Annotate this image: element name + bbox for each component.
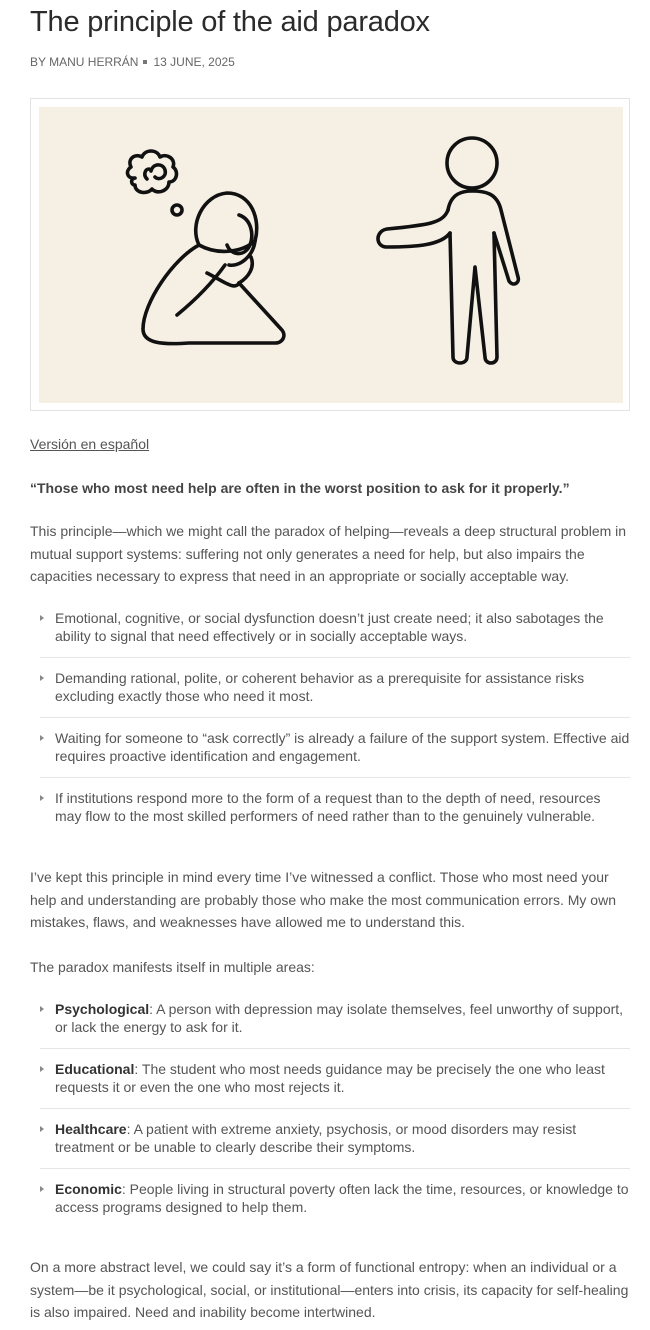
bullet-arrow-icon [40, 615, 44, 621]
area-term: Economic [55, 1181, 122, 1197]
distressed-person-icon [143, 193, 284, 344]
pull-quote: “Those who most need help are often in the worst position to ask for it properly.” [30, 480, 570, 496]
thought-bubble-icon [128, 151, 182, 215]
list-item: Healthcare: A patient with extreme anxiety, psychosis, or mood disorders may resist treatment or be unable to clearly describe their symptoms. [40, 1120, 630, 1169]
bullet-arrow-icon [40, 735, 44, 741]
bullet-arrow-icon [40, 1066, 44, 1072]
list-item: Waiting for someone to “ask correctly” is already a failure of the support system. Effective aid requires proactive identification and engagement. [40, 729, 630, 778]
meta-separator [143, 60, 147, 64]
bullet-arrow-icon [40, 675, 44, 681]
list-item: Economic: People living in structural poverty often lack the time, resources, or knowledge to access programs designed to help them. [40, 1180, 630, 1228]
illustration [39, 107, 623, 403]
bullet-arrow-icon [40, 1006, 44, 1012]
helper-person-icon [378, 138, 518, 363]
author-byline: BY MANU HERRÁN [30, 55, 139, 69]
list-item: Educational: The student who most needs guidance may be precisely the one who least requests it or even the one who most rejects it. [40, 1060, 630, 1109]
areas-list [40, 1000, 630, 1239]
list-item: If institutions respond more to the form of a request than to the depth of need, resources may flow to the most skilled performers of need rather than to the genuinely vulnerable. [40, 789, 630, 837]
bullet-arrow-icon [40, 1186, 44, 1192]
list-item: Emotional, cognitive, or social dysfunction doesn’t just create need; it also sabotages the ability to signal that need effectively or in socially acceptable ways. [40, 609, 630, 658]
featured-image [30, 98, 630, 411]
publish-date: 13 JUNE, 2025 [153, 55, 235, 69]
area-term: Educational [55, 1061, 135, 1077]
points-list [40, 609, 630, 848]
bullet-arrow-icon [40, 1126, 44, 1132]
intro-paragraph: This principle—which we might call the paradox of helping—reveals a deep structural problem in mutual support systems: suffering not only generates a need for help, but also impairs the capacities necessary to express that need in an appropriate or socially acceptable way. [30, 523, 627, 584]
list-item: Psychological: A person with depression may isolate themselves, feel unworthy of support, or lack the energy to ask for it. [40, 1000, 630, 1049]
personal-paragraph: I’ve kept this principle in mind every time I’ve witnessed a conflict. Those who most need your help and understanding are probably those who make the most communication errors. My own mistakes, flaws, and weaknesses have allowed me to understand this. [30, 869, 616, 930]
spanish-version-link[interactable]: Versión en español [30, 436, 150, 452]
areas-intro: The paradox manifests itself in multiple areas: [30, 959, 315, 975]
image-background [39, 107, 623, 403]
area-term: Psychological [55, 1001, 150, 1017]
area-term: Healthcare [55, 1121, 127, 1137]
bullet-arrow-icon [40, 795, 44, 801]
closing-paragraph: On a more abstract level, we could say it’s a form of functional entropy: when an individual or a system—be it psychological, social, or institutional—enters into crisis, its capacity for self-healing is also impaired. Need and inability become intertwined. [30, 1259, 629, 1320]
page-title: The principle of the aid paradox [30, 6, 430, 38]
article-meta [30, 55, 235, 69]
list-item: Demanding rational, polite, or coherent behavior as a prerequisite for assistance risks excluding exactly those who need it most. [40, 669, 630, 718]
